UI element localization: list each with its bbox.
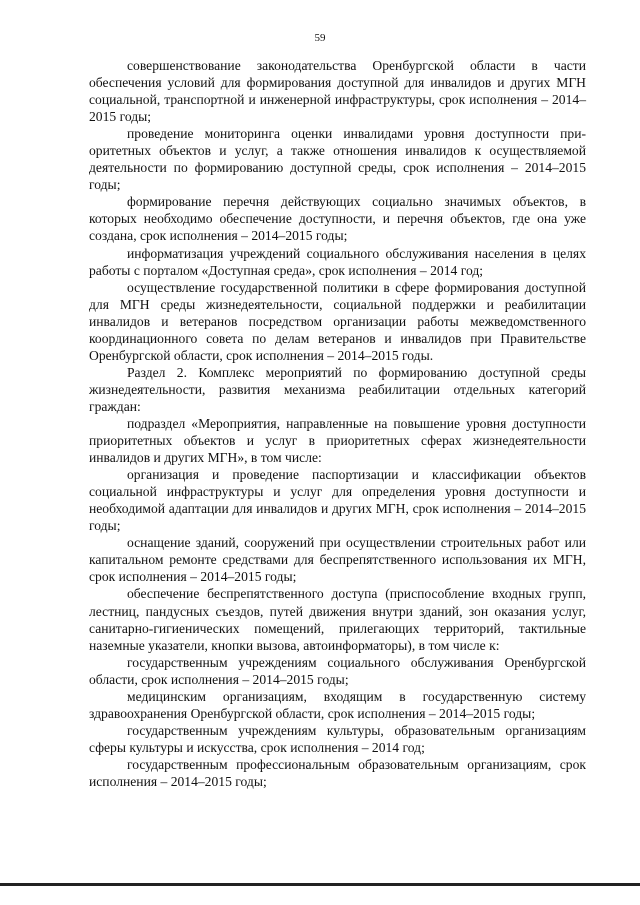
subsection-heading: подраздел «Мероприятия, направленные на повышение уровня доступности приоритетных объектов и услуг в приоритетных сферах жизнедеятельности инвалидов и других МГН», в том числе: xyxy=(89,415,586,466)
paragraph-monitoring: проведение мониторинга оценки инвалидами уровня доступности приоритетных объектов и услуг, а также отношения инвалидов к осуществляемой деятельности по формированию доступной среды, срок исполнения – 2014–2015 годы; xyxy=(89,126,586,193)
paragraph-passportization: организация и проведение паспортизации и классификации объектов социальной инфраструктуры и услуг для определения уровня доступности и необходимой адаптации для инвалидов и других МГН, срок исполнения – 2014–2015 годы; xyxy=(89,467,586,534)
paragraph-professional-education: государственным профессиональным образовательным организациям, срок исполнения – 2014–2015 годы; xyxy=(89,756,586,789)
document-body xyxy=(89,57,586,790)
paragraph-social-services: государственным учреждениям социального обслуживания Оренбургской области, срок исполнения – 2014–2015 годы; xyxy=(89,654,586,687)
paragraph-culture: государственным учреждениям культуры, образовательным организациям сферы культуры и искусства, срок исполнения – 2014 год; xyxy=(89,722,586,755)
paragraph-informatization: информатизация учреждений социального обслуживания населения в целях работы с порталом «Доступная среда», срок исполнения – 2014 год; xyxy=(89,245,586,278)
bottom-rule xyxy=(0,883,640,886)
paragraph-equipping: оснащение зданий, сооружений при осуществлении строительных работ или капитальном ремонте средствами для беспрепятственного использования их МГН, срок исполнения – 2014–2015 годы; xyxy=(89,535,586,585)
page-number: 59 xyxy=(314,32,326,44)
paragraph-access: обеспечение беспрепятственного доступа (приспособление входных групп, лестниц, пандусных съездов, путей движения внутри зданий, зон оказания услуг, санитарно-гигиенических помещений, прилегающих территорий, тактильные наземные указатели, кнопки вызова, автоинформаторы), в том числе к: xyxy=(89,586,586,653)
paragraph-medical: медицинским организациям, входящим в государственную систему здравоохранения Оренбургской области, срок исполнения – 2014–2015 годы; xyxy=(89,688,586,721)
section-2-heading: Раздел 2. Комплекс мероприятий по формированию доступной среды жизнедеятельности, развития механизма реабилитации отдельных категорий граждан: xyxy=(89,364,586,414)
paragraph-legislation: совершенствование законодательства Оренбургской области в части обеспечения условий для формирования доступной для инвалидов и других МГН социальной, транспортной и инженерной инфраструктуры, срок исполнения – 2014–2015 годы; xyxy=(89,58,586,125)
paragraph-object-list: формирование перечня действующих социально значимых объектов, в которых необходимо обеспечение доступности, и перечня объектов, где она уже создана, срок исполнения – 2014–2015 годы; xyxy=(89,194,586,244)
paragraph-state-policy: осуществление государственной политики в сфере формирования доступной для МГН среды жизнедеятельности, социальной поддержки и реабилитации инвалидов и ветеранов посредством организации работы межведомственного координационного совета по делам ветеранов и инвалидов при Правительстве Оренбургской области, срок исполнения – 2014–2015 годы. xyxy=(89,279,586,363)
